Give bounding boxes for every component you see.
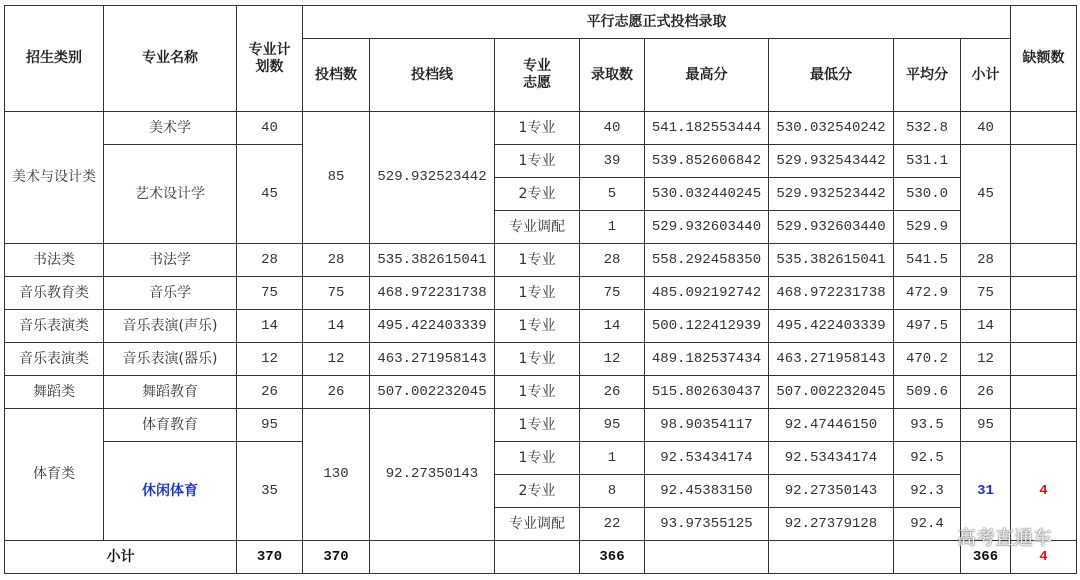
table-cell: 93.5 xyxy=(894,409,961,442)
table-cell: 541.182553444 xyxy=(645,112,769,145)
table-cell: 12 xyxy=(580,343,645,376)
watermark: 高考直通车 xyxy=(956,527,1052,549)
table-cell: 509.6 xyxy=(894,376,961,409)
table-row xyxy=(5,343,1077,376)
table-cell: 529.932543442 xyxy=(769,145,894,178)
table-cell xyxy=(1011,112,1077,145)
table-cell xyxy=(1011,343,1077,376)
table-cell: 舞蹈类 xyxy=(5,376,104,409)
table-cell: 92.27379128 xyxy=(769,508,894,541)
table-cell: 530.0 xyxy=(894,178,961,211)
table-cell: 1专业 xyxy=(495,112,580,145)
table-cell: 12 xyxy=(237,343,303,376)
table-cell: 31 xyxy=(961,442,1011,541)
table-cell: 500.122412939 xyxy=(645,310,769,343)
table-cell: 舞蹈教育 xyxy=(104,376,237,409)
table-cell: 1 xyxy=(580,442,645,475)
table-cell: 92.53434174 xyxy=(769,442,894,475)
table-cell: 93.97355125 xyxy=(645,508,769,541)
table-row xyxy=(5,442,1077,475)
table-cell: 14 xyxy=(237,310,303,343)
table-row xyxy=(5,145,1077,178)
table-cell: 1专业 xyxy=(495,277,580,310)
header-group: 平行志愿正式投档录取 xyxy=(303,6,1011,39)
table-cell: 音乐表演(器乐) xyxy=(104,343,237,376)
table-cell: 美术与设计类 xyxy=(5,112,104,244)
table-cell: 495.422403339 xyxy=(769,310,894,343)
table-cell: 468.972231738 xyxy=(370,277,495,310)
header-filed-count: 投档数 xyxy=(303,39,370,112)
table-cell: 35 xyxy=(237,442,303,541)
table-cell: 75 xyxy=(237,277,303,310)
table-cell: 1专业 xyxy=(495,310,580,343)
table-cell: 485.092192742 xyxy=(645,277,769,310)
table-cell xyxy=(495,541,580,574)
table-cell: 75 xyxy=(961,277,1011,310)
table-cell: 书法类 xyxy=(5,244,104,277)
table-cell: 535.382615041 xyxy=(769,244,894,277)
table-cell: 体育类 xyxy=(5,409,104,541)
table-cell: 14 xyxy=(961,310,1011,343)
table-cell: 75 xyxy=(303,277,370,310)
table-cell: 艺术设计学 xyxy=(104,145,237,244)
table-cell: 8 xyxy=(580,475,645,508)
table-cell: 26 xyxy=(303,376,370,409)
table-row xyxy=(5,244,1077,277)
table-cell xyxy=(1011,244,1077,277)
table-row xyxy=(5,376,1077,409)
table-cell: 366 xyxy=(961,541,1011,574)
table-cell: 370 xyxy=(237,541,303,574)
table-cell: 14 xyxy=(580,310,645,343)
header-avg: 平均分 xyxy=(894,39,961,112)
table-cell: 92.27350143 xyxy=(370,409,495,541)
table-cell: 95 xyxy=(580,409,645,442)
table-cell: 539.852606842 xyxy=(645,145,769,178)
table-cell: 95 xyxy=(961,409,1011,442)
table-row xyxy=(5,409,1077,442)
table-cell: 92.3 xyxy=(894,475,961,508)
admission-table xyxy=(4,5,1077,574)
table-cell: 470.2 xyxy=(894,343,961,376)
table-cell: 530.032440245 xyxy=(645,178,769,211)
header-shortage: 缺额数 xyxy=(1011,6,1077,112)
table-cell: 92.53434174 xyxy=(645,442,769,475)
table-cell: 28 xyxy=(961,244,1011,277)
table-cell: 489.182537434 xyxy=(645,343,769,376)
table-cell: 音乐表演(声乐) xyxy=(104,310,237,343)
table-cell: 495.422403339 xyxy=(370,310,495,343)
table-cell: 12 xyxy=(303,343,370,376)
header-major: 专业名称 xyxy=(104,6,237,112)
header-plan-text: 专业计划数 xyxy=(248,41,291,75)
header-preference xyxy=(495,39,580,112)
table-cell: 45 xyxy=(961,145,1011,244)
table-cell xyxy=(769,541,894,574)
table-cell: 507.002232045 xyxy=(370,376,495,409)
table-cell: 2专业 xyxy=(495,178,580,211)
table-cell: 92.47446150 xyxy=(769,409,894,442)
table-cell: 463.271958143 xyxy=(769,343,894,376)
table-cell: 4 xyxy=(1011,541,1077,574)
table-cell: 14 xyxy=(303,310,370,343)
table-cell: 529.932523442 xyxy=(769,178,894,211)
table-cell: 4 xyxy=(1011,442,1077,541)
table-cell: 40 xyxy=(237,112,303,145)
table-cell: 音乐表演类 xyxy=(5,343,104,376)
table-cell xyxy=(1011,310,1077,343)
table-cell: 515.802630437 xyxy=(645,376,769,409)
table-cell: 532.8 xyxy=(894,112,961,145)
header-subtotal: 小计 xyxy=(961,39,1011,112)
table-cell: 92.27350143 xyxy=(769,475,894,508)
table-row xyxy=(5,277,1077,310)
table-cell: 28 xyxy=(237,244,303,277)
table-cell: 541.5 xyxy=(894,244,961,277)
table-cell: 26 xyxy=(237,376,303,409)
table-cell: 535.382615041 xyxy=(370,244,495,277)
table-cell: 40 xyxy=(580,112,645,145)
header-admitted: 录取数 xyxy=(580,39,645,112)
table-cell: 507.002232045 xyxy=(769,376,894,409)
table-cell: 美术学 xyxy=(104,112,237,145)
table-cell: 音乐学 xyxy=(104,277,237,310)
table-cell xyxy=(1011,145,1077,244)
table-cell: 22 xyxy=(580,508,645,541)
table-row xyxy=(5,541,1077,574)
table-cell: 2专业 xyxy=(495,475,580,508)
table-cell: 497.5 xyxy=(894,310,961,343)
table-cell: 5 xyxy=(580,178,645,211)
table-cell: 92.4 xyxy=(894,508,961,541)
table-cell: 1 xyxy=(580,211,645,244)
table-cell: 529.9 xyxy=(894,211,961,244)
table-cell: 专业调配 xyxy=(495,508,580,541)
table-cell: 音乐教育类 xyxy=(5,277,104,310)
header-max: 最高分 xyxy=(645,39,769,112)
table-cell: 1专业 xyxy=(495,145,580,178)
header-category: 招生类别 xyxy=(5,6,104,112)
table-cell: 472.9 xyxy=(894,277,961,310)
table-cell: 366 xyxy=(580,541,645,574)
table-cell: 468.972231738 xyxy=(769,277,894,310)
table-cell: 529.932523442 xyxy=(370,112,495,244)
table-cell: 85 xyxy=(303,112,370,244)
table-cell: 书法学 xyxy=(104,244,237,277)
table-row xyxy=(5,310,1077,343)
table-cell: 75 xyxy=(580,277,645,310)
table-cell: 558.292458350 xyxy=(645,244,769,277)
table-cell: 92.5 xyxy=(894,442,961,475)
header-preference-text: 专业志愿 xyxy=(523,58,551,91)
table-cell: 体育教育 xyxy=(104,409,237,442)
table-cell: 1专业 xyxy=(495,343,580,376)
table-cell: 45 xyxy=(237,145,303,244)
table-cell: 休闲体育 xyxy=(104,442,237,541)
table-cell: 529.932603440 xyxy=(645,211,769,244)
table-cell: 92.45383150 xyxy=(645,475,769,508)
table-cell xyxy=(1011,376,1077,409)
table-body xyxy=(5,112,1077,574)
table-cell: 531.1 xyxy=(894,145,961,178)
header-filed-line: 投档线 xyxy=(370,39,495,112)
table-cell: 95 xyxy=(237,409,303,442)
table-cell: 26 xyxy=(580,376,645,409)
table-cell: 370 xyxy=(303,541,370,574)
table-cell: 130 xyxy=(303,409,370,541)
table-cell: 98.90354117 xyxy=(645,409,769,442)
table-cell: 1专业 xyxy=(495,409,580,442)
table-cell: 1专业 xyxy=(495,244,580,277)
table-cell: 小计 xyxy=(5,541,237,574)
table-cell: 26 xyxy=(961,376,1011,409)
table-cell xyxy=(894,541,961,574)
table-cell: 1专业 xyxy=(495,442,580,475)
table-cell: 音乐表演类 xyxy=(5,310,104,343)
table-cell: 28 xyxy=(580,244,645,277)
header-plan xyxy=(237,6,303,112)
table-cell: 463.271958143 xyxy=(370,343,495,376)
header-min: 最低分 xyxy=(769,39,894,112)
table-cell: 专业调配 xyxy=(495,211,580,244)
table-cell xyxy=(370,541,495,574)
table-cell: 530.032540242 xyxy=(769,112,894,145)
table-cell: 529.932603440 xyxy=(769,211,894,244)
table-cell xyxy=(1011,277,1077,310)
table-cell: 12 xyxy=(961,343,1011,376)
table-cell: 28 xyxy=(303,244,370,277)
table-cell xyxy=(1011,409,1077,442)
table-row xyxy=(5,112,1077,145)
table-cell: 40 xyxy=(961,112,1011,145)
table-cell xyxy=(645,541,769,574)
table-cell: 1专业 xyxy=(495,376,580,409)
table-cell: 39 xyxy=(580,145,645,178)
